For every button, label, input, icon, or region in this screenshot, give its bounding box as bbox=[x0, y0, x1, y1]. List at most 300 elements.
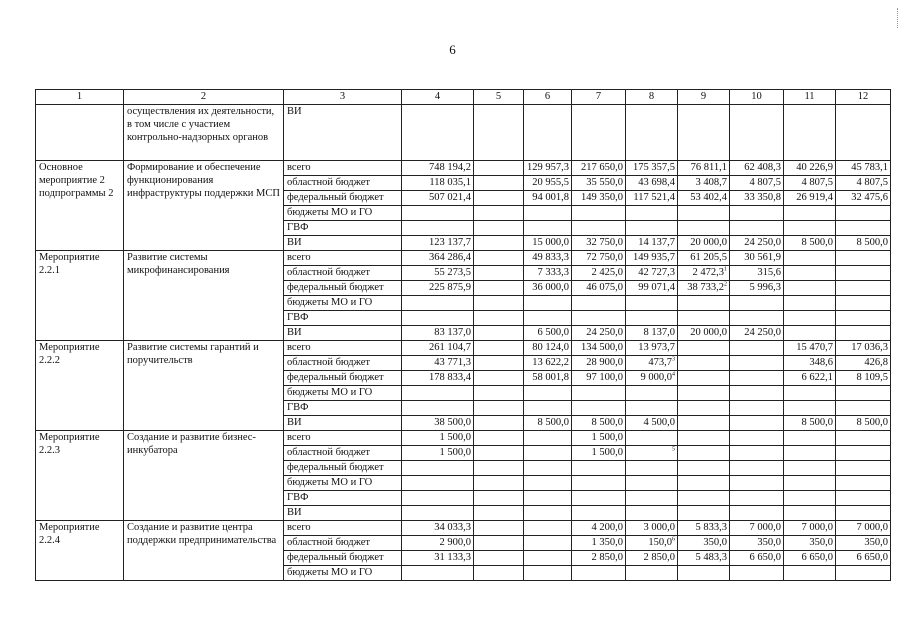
header-cell: 10 bbox=[730, 90, 784, 105]
value-cell bbox=[836, 296, 891, 311]
value-text: 8 500,0 bbox=[801, 417, 833, 428]
value-cell bbox=[524, 536, 572, 551]
value-text: 1 500,0 bbox=[591, 432, 623, 443]
value-cell bbox=[730, 476, 784, 491]
value-text: 17 036,3 bbox=[851, 342, 888, 353]
value-cell bbox=[572, 341, 626, 356]
funding-type-cell: всего bbox=[284, 521, 402, 536]
value-cell bbox=[784, 476, 836, 491]
value-cell bbox=[474, 206, 524, 221]
value-cell bbox=[678, 566, 730, 581]
value-text: 426,8 bbox=[864, 357, 888, 368]
value-cell bbox=[784, 236, 836, 251]
value-text: 97 100,0 bbox=[586, 372, 623, 383]
value-cell bbox=[524, 371, 572, 386]
value-cell bbox=[626, 476, 678, 491]
funding-type-cell: ВИ bbox=[284, 236, 402, 251]
value-text: 350,0 bbox=[864, 537, 888, 548]
value-text: 118 035,1 bbox=[429, 177, 471, 188]
value-cell bbox=[784, 461, 836, 476]
value-cell bbox=[784, 356, 836, 371]
funding-type-cell: бюджеты МО и ГО bbox=[284, 566, 402, 581]
value-text: 14 137,7 bbox=[638, 237, 675, 248]
table-row bbox=[36, 341, 891, 356]
value-cell bbox=[678, 221, 730, 236]
value-text: 58 001,8 bbox=[532, 372, 569, 383]
funding-type-cell: всего bbox=[284, 251, 402, 266]
value-cell bbox=[402, 311, 474, 326]
table-row bbox=[36, 105, 891, 161]
value-cell bbox=[730, 161, 784, 176]
value-cell bbox=[402, 371, 474, 386]
value-cell bbox=[730, 356, 784, 371]
value-cell bbox=[784, 105, 836, 161]
value-text: 4 807,5 bbox=[749, 177, 781, 188]
value-cell bbox=[626, 386, 678, 401]
value-cell bbox=[474, 521, 524, 536]
description-cell: Создание и развитие бизнес-инкубатора bbox=[124, 431, 284, 521]
scan-artifact bbox=[897, 8, 899, 28]
value-cell bbox=[836, 566, 891, 581]
value-cell bbox=[836, 521, 891, 536]
value-cell bbox=[474, 296, 524, 311]
value-cell bbox=[524, 416, 572, 431]
value-text: 1 500,0 bbox=[439, 432, 471, 443]
value-cell bbox=[836, 371, 891, 386]
value-cell bbox=[572, 311, 626, 326]
value-cell bbox=[474, 176, 524, 191]
value-cell bbox=[626, 506, 678, 521]
footnote-marker: 1 bbox=[724, 266, 727, 273]
value-cell bbox=[678, 206, 730, 221]
value-cell bbox=[524, 191, 572, 206]
funding-type-cell: бюджеты МО и ГО bbox=[284, 476, 402, 491]
value-text: 2 900,0 bbox=[439, 537, 471, 548]
value-cell bbox=[784, 176, 836, 191]
header-cell: 7 bbox=[572, 90, 626, 105]
value-cell bbox=[474, 416, 524, 431]
value-cell bbox=[784, 446, 836, 461]
value-cell bbox=[474, 266, 524, 281]
value-cell bbox=[626, 341, 678, 356]
value-text: 62 408,3 bbox=[744, 162, 781, 173]
value-text: 7 000,0 bbox=[749, 522, 781, 533]
value-text: 4 807,5 bbox=[801, 177, 833, 188]
funding-type-cell: всего bbox=[284, 341, 402, 356]
value-cell bbox=[626, 461, 678, 476]
header-cell: 11 bbox=[784, 90, 836, 105]
funding-type-cell: областной бюджет bbox=[284, 356, 402, 371]
group-name-cell: Мероприятие 2.2.4 bbox=[36, 521, 124, 581]
value-cell bbox=[678, 326, 730, 341]
funding-type-cell: ГВФ bbox=[284, 311, 402, 326]
value-cell bbox=[524, 161, 572, 176]
value-cell bbox=[402, 476, 474, 491]
value-cell bbox=[730, 506, 784, 521]
value-text: 3 000,0 bbox=[643, 522, 675, 533]
value-cell bbox=[784, 416, 836, 431]
value-cell bbox=[524, 105, 572, 161]
value-cell bbox=[524, 176, 572, 191]
value-cell bbox=[678, 536, 730, 551]
group-name-cell: Мероприятие 2.2.3 bbox=[36, 431, 124, 521]
value-text: 261 104,7 bbox=[429, 342, 471, 353]
value-cell bbox=[730, 176, 784, 191]
value-cell bbox=[730, 281, 784, 296]
value-cell bbox=[678, 416, 730, 431]
value-cell bbox=[524, 446, 572, 461]
budget-table bbox=[35, 89, 891, 581]
value-text: 24 250,0 bbox=[586, 327, 623, 338]
value-text: 9 000,0 bbox=[640, 372, 672, 383]
value-text: 34 033,3 bbox=[434, 522, 471, 533]
value-cell bbox=[784, 281, 836, 296]
funding-type-cell: ГВФ bbox=[284, 221, 402, 236]
value-cell bbox=[626, 311, 678, 326]
value-cell bbox=[730, 266, 784, 281]
value-cell bbox=[524, 521, 572, 536]
value-cell bbox=[626, 191, 678, 206]
value-cell bbox=[524, 476, 572, 491]
value-text: 45 783,1 bbox=[851, 162, 888, 173]
value-cell bbox=[730, 371, 784, 386]
value-cell bbox=[402, 416, 474, 431]
value-cell bbox=[524, 551, 572, 566]
value-cell bbox=[402, 176, 474, 191]
value-text: 129 957,3 bbox=[527, 162, 569, 173]
value-text: 24 250,0 bbox=[744, 237, 781, 248]
value-cell bbox=[730, 105, 784, 161]
funding-type-cell: ВИ bbox=[284, 416, 402, 431]
value-text: 149 935,7 bbox=[633, 252, 675, 263]
value-cell bbox=[474, 105, 524, 161]
value-cell bbox=[572, 266, 626, 281]
value-text: 32 750,0 bbox=[586, 237, 623, 248]
value-cell bbox=[474, 371, 524, 386]
value-cell bbox=[524, 251, 572, 266]
value-cell bbox=[836, 416, 891, 431]
value-cell bbox=[730, 221, 784, 236]
value-text: 350,0 bbox=[809, 537, 833, 548]
description-cell: Создание и развитие центра поддержки предпринимательства bbox=[124, 521, 284, 581]
value-text: 748 194,2 bbox=[429, 162, 471, 173]
value-text: 315,6 bbox=[757, 267, 781, 278]
funding-type-cell: ГВФ bbox=[284, 401, 402, 416]
value-cell bbox=[402, 491, 474, 506]
value-text: 7 000,0 bbox=[856, 522, 888, 533]
value-cell bbox=[784, 161, 836, 176]
value-text: 8 137,0 bbox=[643, 327, 675, 338]
header-cell: 8 bbox=[626, 90, 678, 105]
value-text: 8 500,0 bbox=[537, 417, 569, 428]
value-cell bbox=[836, 105, 891, 161]
value-text: 42 727,3 bbox=[638, 267, 675, 278]
value-cell bbox=[784, 551, 836, 566]
value-cell bbox=[572, 176, 626, 191]
funding-type-cell: ВИ bbox=[284, 506, 402, 521]
value-cell bbox=[402, 551, 474, 566]
funding-type-cell: областной бюджет bbox=[284, 266, 402, 281]
value-cell bbox=[402, 431, 474, 446]
header-cell: 1 bbox=[36, 90, 124, 105]
value-cell bbox=[402, 521, 474, 536]
funding-type-cell: всего bbox=[284, 161, 402, 176]
value-cell bbox=[836, 311, 891, 326]
value-cell bbox=[626, 281, 678, 296]
value-cell bbox=[402, 221, 474, 236]
value-text: 225 875,9 bbox=[429, 282, 471, 293]
value-text: 2 850,0 bbox=[643, 552, 675, 563]
value-cell bbox=[572, 461, 626, 476]
value-text: 15 000,0 bbox=[532, 237, 569, 248]
value-cell bbox=[402, 401, 474, 416]
value-cell bbox=[572, 446, 626, 461]
value-cell bbox=[730, 446, 784, 461]
value-cell bbox=[572, 431, 626, 446]
value-cell bbox=[836, 431, 891, 446]
value-cell bbox=[678, 281, 730, 296]
header-cell: 2 bbox=[124, 90, 284, 105]
value-text: 80 124,0 bbox=[532, 342, 569, 353]
value-cell bbox=[836, 386, 891, 401]
value-cell bbox=[572, 386, 626, 401]
value-cell bbox=[402, 236, 474, 251]
value-cell bbox=[730, 416, 784, 431]
value-cell bbox=[626, 356, 678, 371]
value-cell bbox=[730, 551, 784, 566]
value-cell bbox=[626, 221, 678, 236]
funding-type-cell: федеральный бюджет bbox=[284, 551, 402, 566]
value-cell bbox=[524, 506, 572, 521]
value-text: 2 850,0 bbox=[591, 552, 623, 563]
funding-type-cell: федеральный бюджет bbox=[284, 461, 402, 476]
value-cell bbox=[836, 536, 891, 551]
value-cell bbox=[474, 191, 524, 206]
value-cell bbox=[402, 191, 474, 206]
value-cell bbox=[572, 281, 626, 296]
value-cell bbox=[626, 416, 678, 431]
value-cell bbox=[524, 461, 572, 476]
value-cell bbox=[474, 221, 524, 236]
description-cell: Формирование и обеспечение функционирования инфраструктуры поддержки МСП bbox=[124, 161, 284, 251]
value-text: 175 357,5 bbox=[633, 162, 675, 173]
value-cell bbox=[678, 371, 730, 386]
value-cell bbox=[626, 296, 678, 311]
value-cell bbox=[572, 416, 626, 431]
value-cell bbox=[784, 311, 836, 326]
value-text: 350,0 bbox=[757, 537, 781, 548]
value-cell bbox=[836, 266, 891, 281]
value-cell bbox=[730, 566, 784, 581]
value-cell bbox=[572, 521, 626, 536]
value-cell bbox=[524, 311, 572, 326]
value-text: 13 622,2 bbox=[532, 357, 569, 368]
value-text: 20 000,0 bbox=[690, 327, 727, 338]
value-cell bbox=[730, 236, 784, 251]
value-cell bbox=[474, 281, 524, 296]
value-cell bbox=[836, 191, 891, 206]
value-cell bbox=[572, 251, 626, 266]
value-cell bbox=[626, 326, 678, 341]
value-text: 2 425,0 bbox=[591, 267, 623, 278]
value-cell bbox=[836, 356, 891, 371]
value-cell bbox=[474, 341, 524, 356]
value-cell bbox=[784, 431, 836, 446]
value-cell bbox=[572, 371, 626, 386]
value-cell bbox=[784, 296, 836, 311]
value-text: 6 500,0 bbox=[537, 327, 569, 338]
value-text: 28 900,0 bbox=[586, 357, 623, 368]
value-cell bbox=[730, 251, 784, 266]
value-cell bbox=[572, 401, 626, 416]
value-cell bbox=[572, 476, 626, 491]
value-cell bbox=[784, 326, 836, 341]
value-cell bbox=[730, 521, 784, 536]
value-cell bbox=[784, 266, 836, 281]
value-cell bbox=[524, 281, 572, 296]
value-text: 8 500,0 bbox=[856, 237, 888, 248]
value-text: 150,0 bbox=[648, 537, 672, 548]
value-text: 40 226,9 bbox=[796, 162, 833, 173]
value-text: 31 133,3 bbox=[434, 552, 471, 563]
value-cell bbox=[836, 551, 891, 566]
value-cell bbox=[626, 551, 678, 566]
value-text: 123 137,7 bbox=[429, 237, 471, 248]
value-cell bbox=[572, 236, 626, 251]
value-cell bbox=[572, 221, 626, 236]
value-cell bbox=[678, 236, 730, 251]
value-cell bbox=[474, 386, 524, 401]
value-text: 13 973,7 bbox=[638, 342, 675, 353]
value-text: 43 771,3 bbox=[434, 357, 471, 368]
value-cell bbox=[626, 161, 678, 176]
value-cell bbox=[836, 251, 891, 266]
value-cell bbox=[836, 341, 891, 356]
group-name-cell: Мероприятие 2.2.2 bbox=[36, 341, 124, 431]
value-cell bbox=[784, 401, 836, 416]
value-cell bbox=[524, 296, 572, 311]
description-cell: Развитие системы микрофинансирования bbox=[124, 251, 284, 341]
value-cell bbox=[678, 446, 730, 461]
value-cell bbox=[572, 326, 626, 341]
group-name-cell bbox=[36, 105, 124, 161]
value-text: 72 750,0 bbox=[586, 252, 623, 263]
value-text: 6 650,0 bbox=[801, 552, 833, 563]
funding-type-cell: федеральный бюджет bbox=[284, 281, 402, 296]
funding-type-cell: всего bbox=[284, 431, 402, 446]
value-cell bbox=[626, 566, 678, 581]
value-cell bbox=[626, 105, 678, 161]
value-cell bbox=[402, 536, 474, 551]
value-text: 32 475,6 bbox=[851, 192, 888, 203]
value-cell bbox=[678, 105, 730, 161]
value-text: 4 807,5 bbox=[856, 177, 888, 188]
value-text: 33 350,8 bbox=[744, 192, 781, 203]
description-cell: осуществления их деятельности, в том числе с участием контрольно-надзорных органов bbox=[124, 105, 284, 161]
value-cell bbox=[402, 266, 474, 281]
value-text: 7 000,0 bbox=[801, 522, 833, 533]
value-cell bbox=[730, 296, 784, 311]
value-cell bbox=[678, 311, 730, 326]
value-cell bbox=[474, 356, 524, 371]
value-cell bbox=[524, 341, 572, 356]
value-cell bbox=[474, 326, 524, 341]
group-name-cell: Мероприятие 2.2.1 bbox=[36, 251, 124, 341]
value-cell bbox=[836, 176, 891, 191]
value-cell bbox=[730, 206, 784, 221]
value-text: 43 698,4 bbox=[638, 177, 675, 188]
value-text: 2 472,3 bbox=[692, 267, 724, 278]
value-text: 364 286,4 bbox=[429, 252, 471, 263]
value-cell bbox=[572, 296, 626, 311]
header-row bbox=[36, 90, 891, 105]
value-text: 20 000,0 bbox=[690, 237, 727, 248]
group-name-cell: Основное мероприятие 2 подпрограммы 2 bbox=[36, 161, 124, 251]
funding-type-cell: бюджеты МО и ГО bbox=[284, 206, 402, 221]
table-row bbox=[36, 431, 891, 446]
value-cell bbox=[572, 105, 626, 161]
value-cell bbox=[730, 341, 784, 356]
value-cell bbox=[730, 386, 784, 401]
value-cell bbox=[678, 161, 730, 176]
page-number: 6 bbox=[449, 42, 456, 57]
value-cell bbox=[626, 251, 678, 266]
value-cell bbox=[474, 491, 524, 506]
funding-type-cell: федеральный бюджет bbox=[284, 371, 402, 386]
value-cell bbox=[626, 236, 678, 251]
value-text: 46 075,0 bbox=[586, 282, 623, 293]
value-text: 134 500,0 bbox=[581, 342, 623, 353]
value-cell bbox=[678, 461, 730, 476]
value-cell bbox=[784, 536, 836, 551]
value-cell bbox=[836, 401, 891, 416]
value-cell bbox=[474, 506, 524, 521]
value-cell bbox=[572, 191, 626, 206]
value-cell bbox=[626, 446, 678, 461]
value-text: 507 021,4 bbox=[429, 192, 471, 203]
value-text: 6 622,1 bbox=[801, 372, 833, 383]
funding-type-cell: федеральный бюджет bbox=[284, 191, 402, 206]
value-cell bbox=[678, 476, 730, 491]
value-cell bbox=[784, 521, 836, 536]
value-text: 38 500,0 bbox=[434, 417, 471, 428]
value-cell bbox=[524, 566, 572, 581]
value-cell bbox=[474, 236, 524, 251]
value-cell bbox=[474, 536, 524, 551]
value-cell bbox=[784, 386, 836, 401]
footnote-marker: 4 bbox=[672, 371, 675, 378]
value-cell bbox=[402, 161, 474, 176]
value-text: 99 071,4 bbox=[638, 282, 675, 293]
value-text: 55 273,5 bbox=[434, 267, 471, 278]
value-text: 5 833,3 bbox=[695, 522, 727, 533]
funding-type-cell: областной бюджет bbox=[284, 536, 402, 551]
value-cell bbox=[402, 251, 474, 266]
value-cell bbox=[524, 491, 572, 506]
value-text: 3 408,7 bbox=[695, 177, 727, 188]
value-cell bbox=[402, 281, 474, 296]
value-cell bbox=[474, 461, 524, 476]
value-cell bbox=[474, 401, 524, 416]
value-cell bbox=[836, 206, 891, 221]
value-cell bbox=[730, 401, 784, 416]
value-cell bbox=[784, 221, 836, 236]
value-text: 178 833,4 bbox=[429, 372, 471, 383]
header-cell: 5 bbox=[474, 90, 524, 105]
table-row bbox=[36, 161, 891, 176]
value-cell bbox=[784, 341, 836, 356]
value-cell bbox=[678, 266, 730, 281]
